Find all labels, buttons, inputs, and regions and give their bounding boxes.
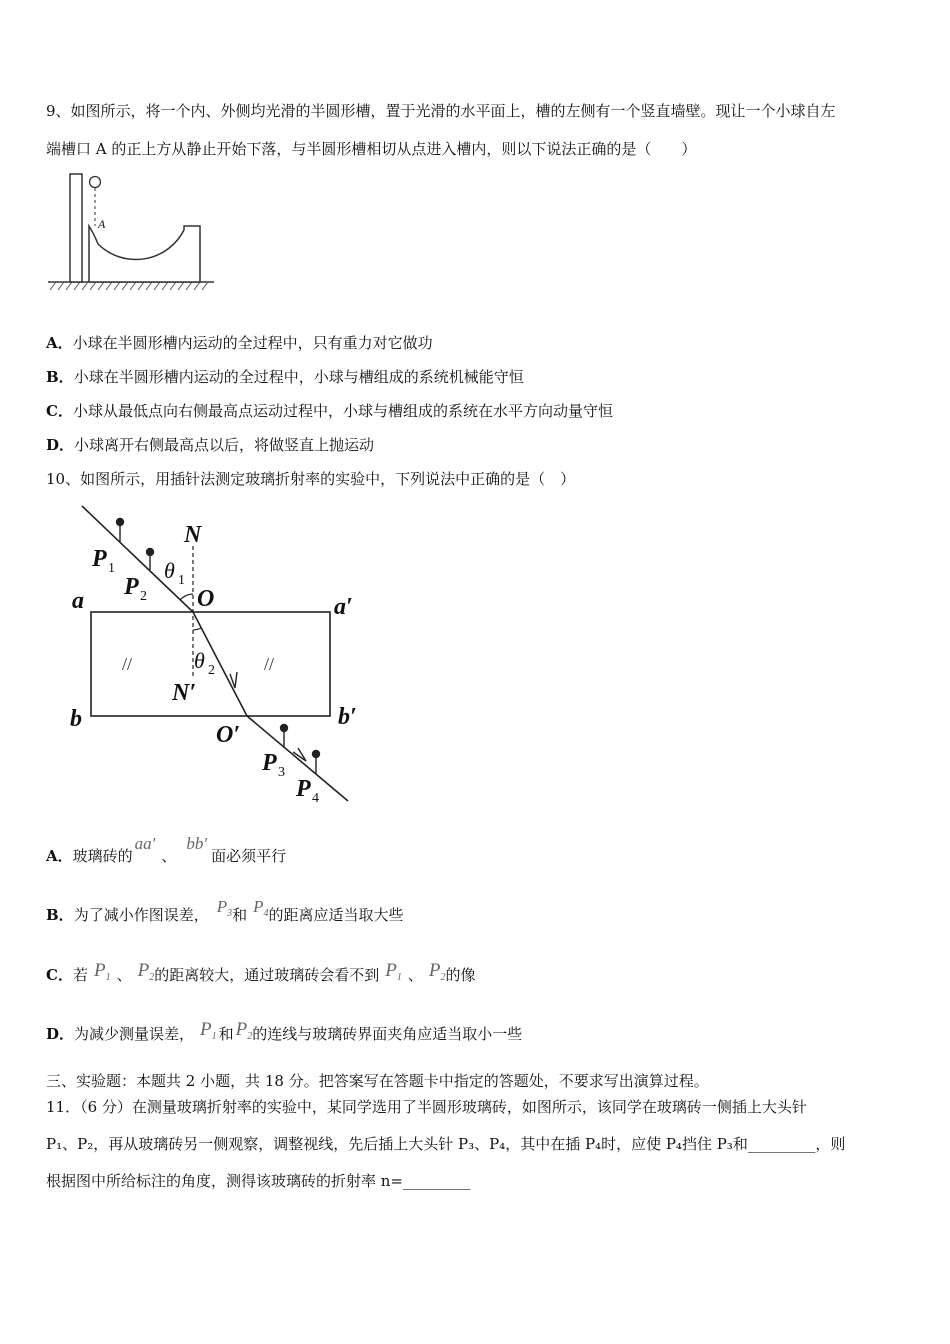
label-p2-sub: 2 [140,589,147,604]
label-p4: P [296,776,311,802]
q11-stem-line2: P₁、P₂，再从玻璃砖另一侧观察，调整视线，先后插上大头针 P₃、P₄，其中在插 P₄时，应使 P₄挡住 P₃和_________，则 [46,1135,846,1153]
label-p3: P [262,750,277,776]
option-key: B． [46,368,74,386]
small-ball [90,177,101,188]
q10-figure-refraction [60,498,370,808]
option-text-mid: 的距离较大，通过玻璃砖会看不到 [154,966,380,984]
math-p3-sub: 3 [227,908,233,919]
math-p2-sub: 2 [247,1031,253,1042]
math-p4: P [253,897,264,916]
option-text-pre: 为了减小作图误差， [73,906,209,924]
option-text-pre: 玻璃砖的 [72,847,133,865]
label-theta1: θ [164,558,175,583]
label-b: b [70,706,82,732]
hatch-right: // [264,654,275,674]
q9-option-c [46,401,613,421]
separator: 、 [407,966,423,984]
q10-option-d [46,1019,523,1047]
point-a-label: A [98,217,106,231]
label-theta2: θ [194,648,205,673]
option-text-pre: 为减少测量误差， [74,1025,195,1043]
q9-figure-semicircle-groove [44,168,219,298]
option-text-post: 的连线与玻璃砖界面夹角应适当取小一些 [252,1025,523,1043]
math-p2: P [428,960,441,981]
vertical-wall [70,174,82,282]
label-n-prime: N′ [172,680,197,706]
math-p2: P [235,1019,248,1040]
math-p1-sub: 1 [211,1031,217,1042]
label-p4-sub: 4 [312,791,319,806]
math-p3: P [216,897,228,916]
q10-option-b [46,897,404,928]
q9-option-a [46,333,433,353]
option-text-post: 面必须平行 [211,847,287,865]
math-bb-prime: bb′ [186,834,208,853]
label-b-prime: b′ [338,704,357,730]
option-text-pre: 若 [72,966,88,984]
math-p1: P [93,960,106,981]
label-theta1-sub: 1 [178,573,185,588]
emergent-arrow [293,748,306,761]
option-text: 小球在半圆形槽内运动的全过程中，只有重力对它做功 [72,334,433,352]
math-p2-sub: 2 [149,972,155,983]
and-text: 和 [218,1025,234,1043]
q9-option-b [46,367,524,387]
option-key: A． [46,334,73,352]
q10-stem: 10、如图所示，用插针法测定玻璃折射率的实验中，下列说法中正确的是（ ） [46,470,576,488]
math-p1-sub: 1 [396,972,402,983]
label-a-prime: a′ [334,594,353,620]
option-text-post: 的像 [445,966,476,984]
math-p2: P [137,960,150,981]
pin-p1 [117,519,124,543]
label-o-prime: O′ [216,722,241,748]
separator: 、 [116,966,132,984]
q11-stem-line1: 11．（6 分）在测量玻璃折射率的实验中，某同学选用了半圆形玻璃砖，如图所示，该同学在玻璃砖一侧插上大头针 [46,1098,807,1116]
label-theta2-sub: 2 [208,663,215,678]
label-p1-sub: 1 [108,561,115,576]
label-a: a [72,588,84,614]
hatch-left: // [122,654,133,674]
option-key: D． [46,1025,75,1043]
q9-stem-line2: 端槽口 A 的正上方从静止开始下落，与半圆形槽相切从点进入槽内，则以下说法正确的是（ ） [46,140,697,158]
math-p4-sub: 4 [263,908,269,919]
math-aa-prime: aa′ [134,834,156,853]
math-p1: P [200,1019,212,1040]
pin-p4 [313,751,320,775]
q11-stem-line3: 根据图中所给标注的角度，测得该玻璃砖的折射率 n=_________ [46,1172,471,1190]
option-text: 小球在半圆形槽内运动的全过程中，小球与槽组成的系统机械能守恒 [73,368,524,386]
math-p1: P [385,960,397,981]
math-p1-sub: 1 [105,972,111,983]
option-text: 小球从最低点向右侧最高点运动过程中，小球与槽组成的系统在水平方向动量守恒 [72,402,613,420]
option-text: 小球离开右侧最高点以后，将做竖直上抛运动 [74,436,375,454]
pin-p2 [147,549,154,571]
and-text: 和 [232,906,248,924]
q9-stem-line1: 9、如图所示，将一个内、外侧均光滑的半圆形槽，置于光滑的水平面上，槽的左侧有一个竖直墙壁。现让一个小球自左 [46,102,836,120]
section3-title: 三、实验题：本题共 2 小题，共 18 分。把答案写在答题卡中指定的答题处，不要求写出演算过程。 [46,1072,709,1090]
option-key: B． [46,906,74,924]
option-text-post: 的距离应适当取大些 [268,906,404,924]
q10-option-a [46,834,287,866]
q9-option-d [46,435,374,455]
theta1-arc [180,594,193,600]
option-key: A． [46,847,73,865]
label-o: O [197,586,215,612]
option-key: D． [46,436,75,454]
option-key: C． [46,402,73,420]
math-p2-sub: 2 [440,972,446,983]
semicircle-groove [89,226,200,282]
label-p1: P [92,546,107,572]
q10-option-c [46,960,476,988]
label-p2: P [124,574,139,600]
ground-hatch [50,282,208,290]
label-n: N [184,522,202,548]
separator: 、 [161,847,177,865]
option-key: C． [46,966,73,984]
label-p3-sub: 3 [278,765,285,780]
